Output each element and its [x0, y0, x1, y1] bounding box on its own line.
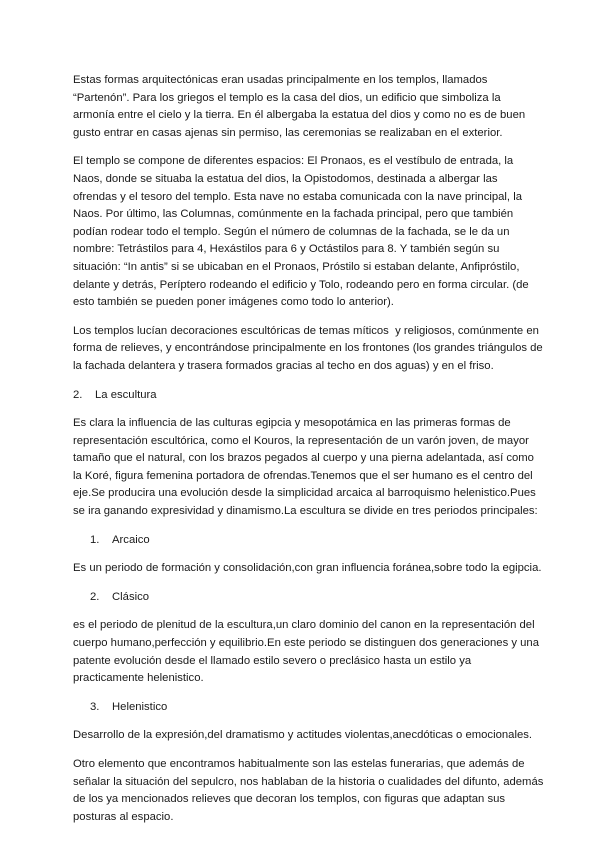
list-number: 1. — [90, 533, 100, 546]
paragraph-temple-decorations: Los templos lucían decoraciones escultóricas de temas míticos y religiosos, comúnmente en forma de relieves, y encontrándose principalmente en los frontones (los grandes triángulos de la fachada delantera y trasera formados gracias al techo en dos aguas) y en el friso. — [73, 324, 546, 372]
paragraph-helenistico: Desarrollo de la expresión,del dramatismo y actitudes violentas,anecdóticas o emocionales. — [73, 729, 533, 742]
subheading-arcaico — [73, 532, 544, 550]
section-title: La escultura — [95, 388, 157, 401]
list-title: Arcaico — [112, 533, 150, 546]
list-number: 2. — [90, 590, 100, 603]
paragraph-temple-spaces: El templo se compone de diferentes espacios: El Pronaos, es el vestíbulo de entrada, la Naos, donde se situaba la estatua del dios, la Opistodomos, destinada a albergar las ofrendas y el tesoro del templo. Esta nave no estaba comunicada con la nave principal, la Naos. Por último, las Columnas, comúnmente en la fachada principal, pero que también podían rodear todo el templo. Según el número de columnas de la fachada, se le da un nombre: Tetrástilos para 4, Hexástilos para 6 y Octástilos para 8. Y también según su situación: “In antis” si se ubicaban en el Pronaos, Próstilo si estaban delante, Anfipróstilo, delante y detrás, Períptero rodeando el edificio y Tolo, rodeando pero en forma circular. (de esto también se pueden poner imágenes como todo lo anterior). — [73, 155, 532, 309]
paragraph-escultura-intro: Es clara la influencia de las culturas egipcia y mesopotámica en las primeras formas de representación escultórica, como el Kouros, la representación de un varón joven, de mayor tamaño que el natural, con los brazos pegados al cuerpo y una pierna adelantada, así como la Koré, figura femenina portadora de ofrendas.Tenemos que el ser humano es el centro del eje.Se producira una evolución desde la simplicidad arcaica al barroquismo helenistico.Pues se ira ganando expresividad y dinamismo.La escultura se divide en tres periodos principales: — [73, 417, 539, 518]
subheading-helenistico — [73, 699, 544, 717]
list-title: Helenistico — [112, 700, 168, 713]
section-number: 2. — [73, 388, 83, 401]
paragraph-partenon: Estas formas arquitectónicas eran usadas principalmente en los templos, llamados “Partenón”. Para los griegos el templo es la casa del dios, un edificio que simboliza la armonía entre el cielo y la tierra. En él albergaba la estatua del dios y como no es de buen gusto entrar en casas ajenas sin permiso, las ceremonias se realizaban en el exterior. — [73, 74, 529, 139]
list-title: Clásico — [112, 590, 150, 603]
list-number: 3. — [90, 700, 100, 713]
paragraph-clasico: es el periodo de plenitud de la escultura,un claro dominio del canon en la representación del cuerpo humano,perfección y equilibrio.En este periodo se distinguen dos generaciones y una patente evolución desde el llamado estilo severo o preclásico hasta un estilo ya practicamente helenistico. — [73, 619, 543, 685]
subheading-clasico — [73, 589, 544, 607]
paragraph-estelas-funerarias: Otro elemento que encontramos habitualmente son las estelas funerarias, que además de señalar la situación del sepulcro, nos hablaban de la historia o cualidades del difunto, además de los ya mencionados relieves que decoran los templos, con figuras que adaptan sus posturas al espacio. — [73, 758, 547, 823]
paragraph-arcaico: Es un periodo de formación y consolidación,con gran influencia foránea,sobre todo la egipcia. — [73, 562, 542, 575]
section-heading-escultura — [73, 387, 544, 405]
